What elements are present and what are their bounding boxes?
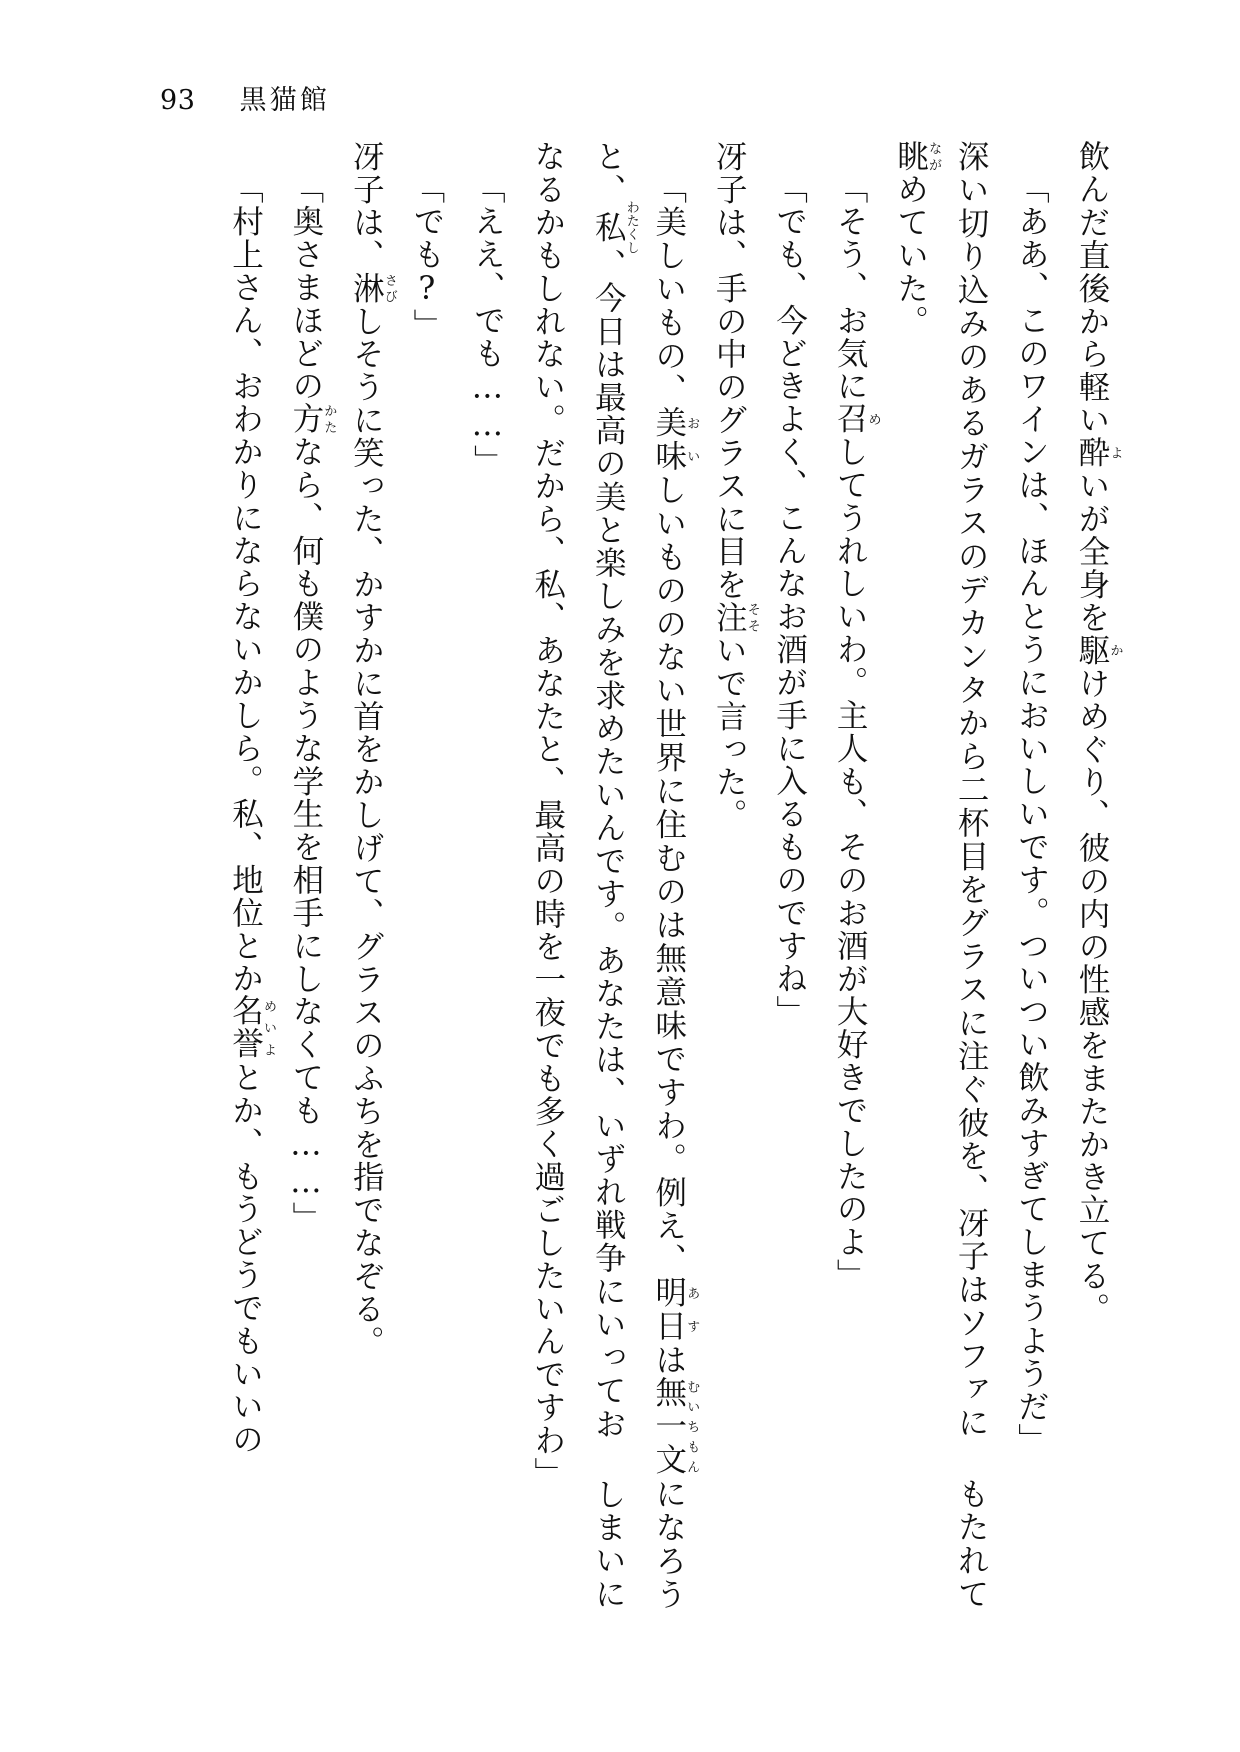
ruby-text: 駆か [1074,633,1123,667]
paragraph: 「ええ、でも……」 [469,171,506,477]
paragraph: 「ああ、このワインは、ほんとうにおいしいです。ついつい飲みすぎてしまうようだ」 [1013,171,1050,1456]
book-title: 黒猫館 [239,85,331,116]
paragraph: 深い切り込みのあるガラスのデカンタから二杯目をグラスに注ぐ彼を、冴子はソファに もたれて眺ながめていた。 [892,140,990,1610]
ruby-text: 酔よ [1074,436,1123,470]
ruby-text: 眺なが [892,140,942,173]
paragraph: 「美しいもの、美味おいしいもののない世界に住むのは無意味ですわ。例え、明日あすは無一文むいちもんになろうと、私わたくし、今日は最高の美と楽しみを求めたいんです。あなたは、いずれ戦争にいってお しまいになるかもしれない。だから、私、あなたと、最高の時を一夜でも多く過ごしたいんですわ」 [529,140,700,1610]
paragraph: 「でも?」 [408,171,445,341]
ruby-text: 淋さび [348,271,397,305]
paragraph: 冴子は、淋さびしそうに笑った、かすかに首をかしげて、グラスのふちを指でなぞる。 [348,140,397,1358]
ruby-text: 私わたくし [590,200,639,255]
ruby-text: 方かた [287,401,337,435]
paragraph: 「そう、お気に召めしてうれしいわ。主人も、そのお酒が大好きでしたのよ」 [832,171,881,1291]
page-number: 93 [160,85,196,116]
paragraph: 冴子は、手の中のグラスに目を注そそいで言った。 [711,140,760,832]
paragraph: 「村上さん、おわかりにならないかしら。私、地位とか名誉めいよとか、もうどうでもいいの [227,171,276,1456]
ruby-text: 無一文むいちもん [650,1376,700,1477]
ruby-text: 召め [832,401,881,435]
ruby-text: 注そそ [711,600,760,634]
paragraph: 「奥さまほどの方かたなら、何も僕のような学生を相手にしなくても……」 [287,171,337,1234]
ruby-text: 明日あす [650,1275,700,1343]
paragraph: 飲んだ直後から軽い酔よいが全身を駆かけめぐり、彼の内の性感をまたかき立てる。 [1074,140,1123,1326]
ruby-text: 美味おい [650,405,700,473]
paragraph: 「でも、今どきよく、こんなお酒が手に入るものですね」 [771,171,808,1028]
body-text [227,140,1123,1610]
ruby-text: 名誉めいよ [227,994,276,1061]
running-head [160,78,330,117]
